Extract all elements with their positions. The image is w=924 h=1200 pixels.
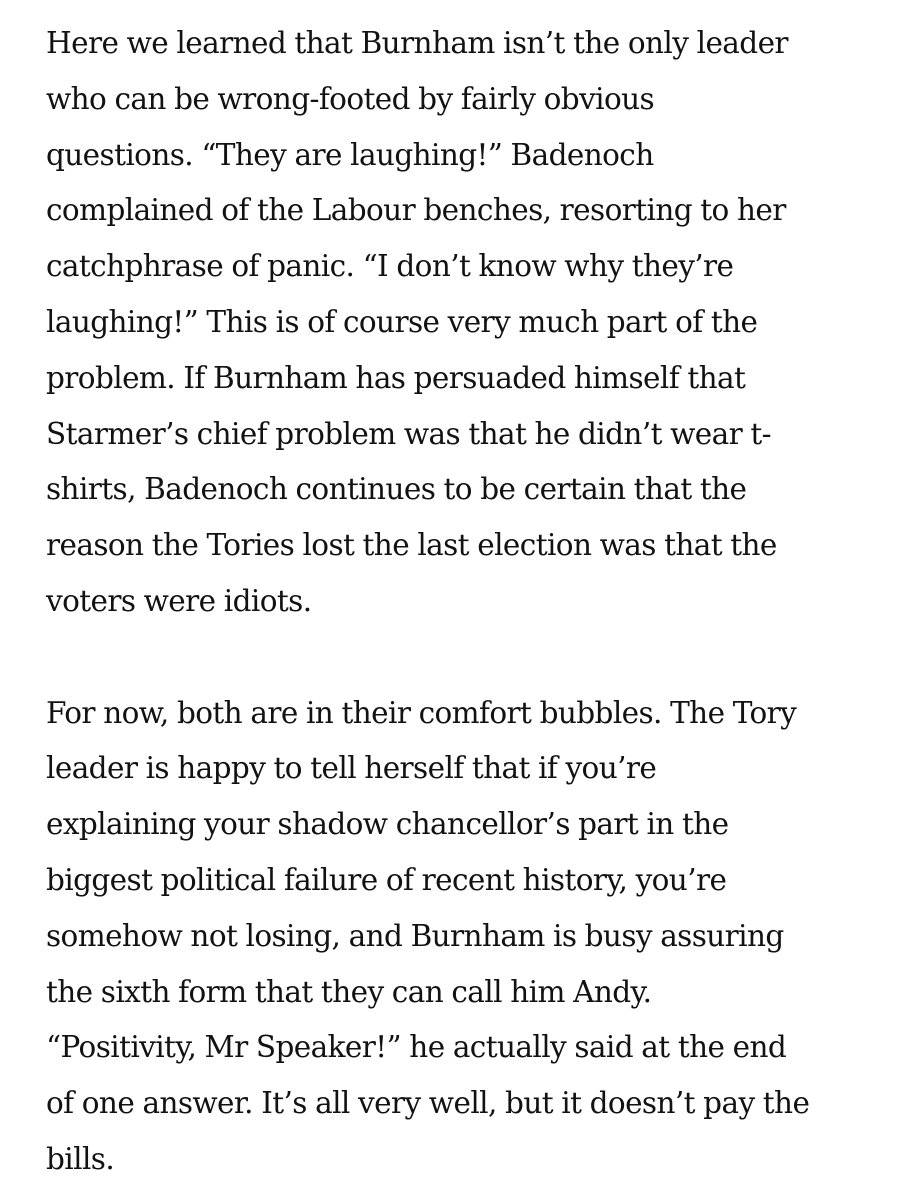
- paragraph-1: [46, 16, 886, 630]
- article-body: [46, 16, 886, 1188]
- text-line: catchphrase of panic. “I don’t know why they’re: [46, 249, 734, 284]
- text-line: Starmer’s chief problem was that he didn’t wear t-: [46, 416, 772, 451]
- text-line: questions. “They are laughing!” Badenoch: [46, 137, 654, 172]
- text-line: who can be wrong-footed by fairly obvious: [46, 81, 655, 116]
- text-line: explaining your shadow chancellor’s part in the: [46, 807, 729, 842]
- text-line: problem. If Burnham has persuaded himself that: [46, 360, 746, 395]
- text-line: complained of the Labour benches, resorting to her: [46, 193, 786, 228]
- text-line: the sixth form that they can call him Andy.: [46, 974, 652, 1009]
- text-line: biggest political failure of recent history, you’re: [46, 862, 727, 897]
- text-line: Here we learned that Burnham isn’t the only leader: [46, 26, 788, 60]
- text-line: For now, both are in their comfort bubbles. The Tory: [46, 695, 797, 730]
- text-line: voters were idiots.: [46, 583, 312, 618]
- text-line: reason the Tories lost the last election was that the: [46, 528, 777, 563]
- paragraph-2: [46, 686, 886, 1188]
- text-line: shirts, Badenoch continues to be certain that the: [46, 472, 747, 507]
- text-line: of one answer. It’s all very well, but it doesn’t pay the: [46, 1086, 810, 1121]
- text-line: bills.: [46, 1141, 115, 1176]
- text-line: “Positivity, Mr Speaker!” he actually said at the end: [46, 1030, 787, 1065]
- text-line: laughing!” This is of course very much part of the: [46, 304, 758, 339]
- text-line: leader is happy to tell herself that if you’re: [46, 751, 657, 786]
- text-line: somehow not losing, and Burnham is busy assuring: [46, 918, 784, 953]
